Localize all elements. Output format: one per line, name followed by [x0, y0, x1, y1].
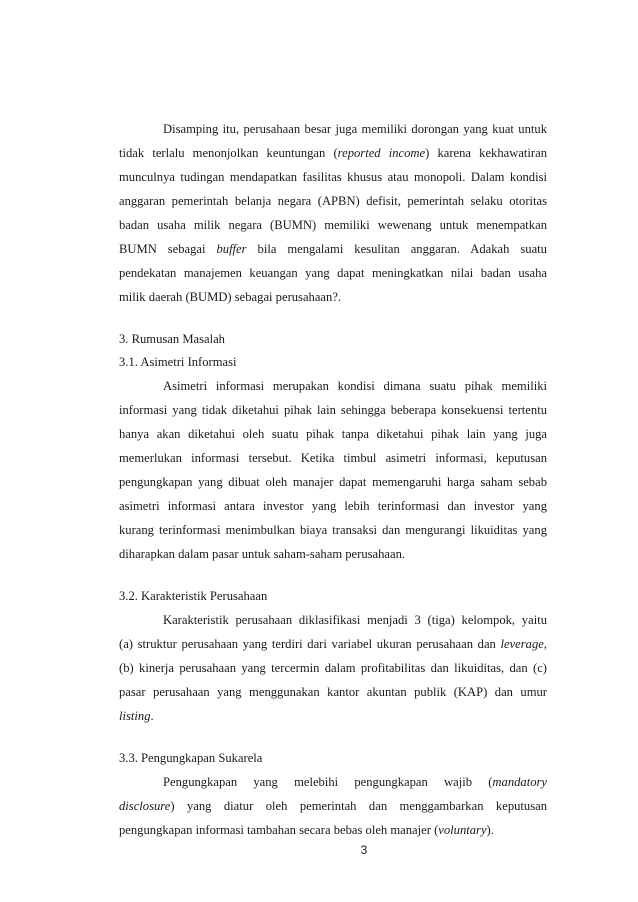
paragraph-line: asimetri informasi antara investor yang lebih terinformasi dan investor yang	[119, 499, 547, 513]
paragraph-line: diharapkan dalam pasar untuk saham-saham perusahaan.	[119, 547, 406, 561]
paragraph-line: Pengungkapan yang melebihi pengungkapan wajib (mandatory	[163, 775, 547, 789]
paragraph-line: Disamping itu, perusahaan besar juga memiliki dorongan yang kuat untuk	[163, 122, 547, 136]
paragraph-line: milik daerah (BUMD) sebagai perusahaan?.	[119, 290, 342, 304]
paragraph-line: pasar perusahaan yang menggunakan kantor akuntan publik (KAP) dan umur	[119, 685, 547, 699]
paragraph-line: memerlukan informasi tersebut. Ketika timbul asimetri informasi, keputusan	[119, 451, 547, 465]
paragraph-line: anggaran pemerintah belanja negara (APBN) defisit, pemerintah selaku otoritas	[119, 194, 547, 208]
paragraph-line: tidak terlalu menonjolkan keuntungan (reported income) karena kekhawatiran	[119, 146, 547, 160]
paragraph-line: kurang terinformasi menimbulkan biaya transaksi dan mengurangi likuiditas yang	[119, 523, 547, 537]
paragraph-line: BUMN sebagai buffer bila mengalami kesulitan anggaran. Adakah suatu	[119, 242, 547, 256]
paragraph-line: Karakteristik perusahaan diklasifikasi menjadi 3 (tiga) kelompok, yaitu	[163, 613, 547, 627]
paragraph-line: hanya akan diketahui oleh suatu pihak tanpa diketahui pihak lain yang juga	[119, 427, 547, 441]
paragraph-line: Asimetri informasi merupakan kondisi dimana suatu pihak memiliki	[163, 379, 547, 393]
subsection-heading: 3.1. Asimetri Informasi	[119, 355, 237, 369]
subsection-heading: 3.2. Karakteristik Perusahaan	[119, 589, 268, 603]
subsection-heading: 3.3. Pengungkapan Sukarela	[119, 751, 263, 765]
paragraph-line: (a) struktur perusahaan yang terdiri dari variabel ukuran perusahaan dan leverage,	[119, 637, 547, 651]
section-heading: 3. Rumusan Masalah	[119, 332, 225, 346]
paragraph-line: listing.	[119, 709, 154, 723]
paragraph-line: informasi yang tidak diketahui pihak lain sehingga beberapa konsekuensi tertentu	[119, 403, 547, 417]
paragraph-line: disclosure) yang diatur oleh pemerintah dan menggambarkan keputusan	[119, 799, 547, 813]
paragraph-line: pengungkapan informasi tambahan secara bebas oleh manajer (voluntary).	[119, 823, 494, 837]
paragraph-line: pengungkapan yang dibuat oleh manajer dapat memengaruhi harga saham sebab	[119, 475, 547, 489]
paragraph-line: badan usaha milik negara (BUMN) memiliki wewenang untuk menempatkan	[119, 218, 547, 232]
paragraph-line: (b) kinerja perusahaan yang tercermin dalam profitabilitas dan likuiditas, dan (c)	[119, 661, 547, 675]
paragraph-line: pendekatan manajemen keuangan yang dapat meningkatkan nilai badan usaha	[119, 266, 547, 280]
page-number: 3	[360, 843, 368, 857]
paragraph-line: munculnya tudingan mendapatkan fasilitas khusus atau monopoli. Dalam kondisi	[119, 170, 547, 184]
